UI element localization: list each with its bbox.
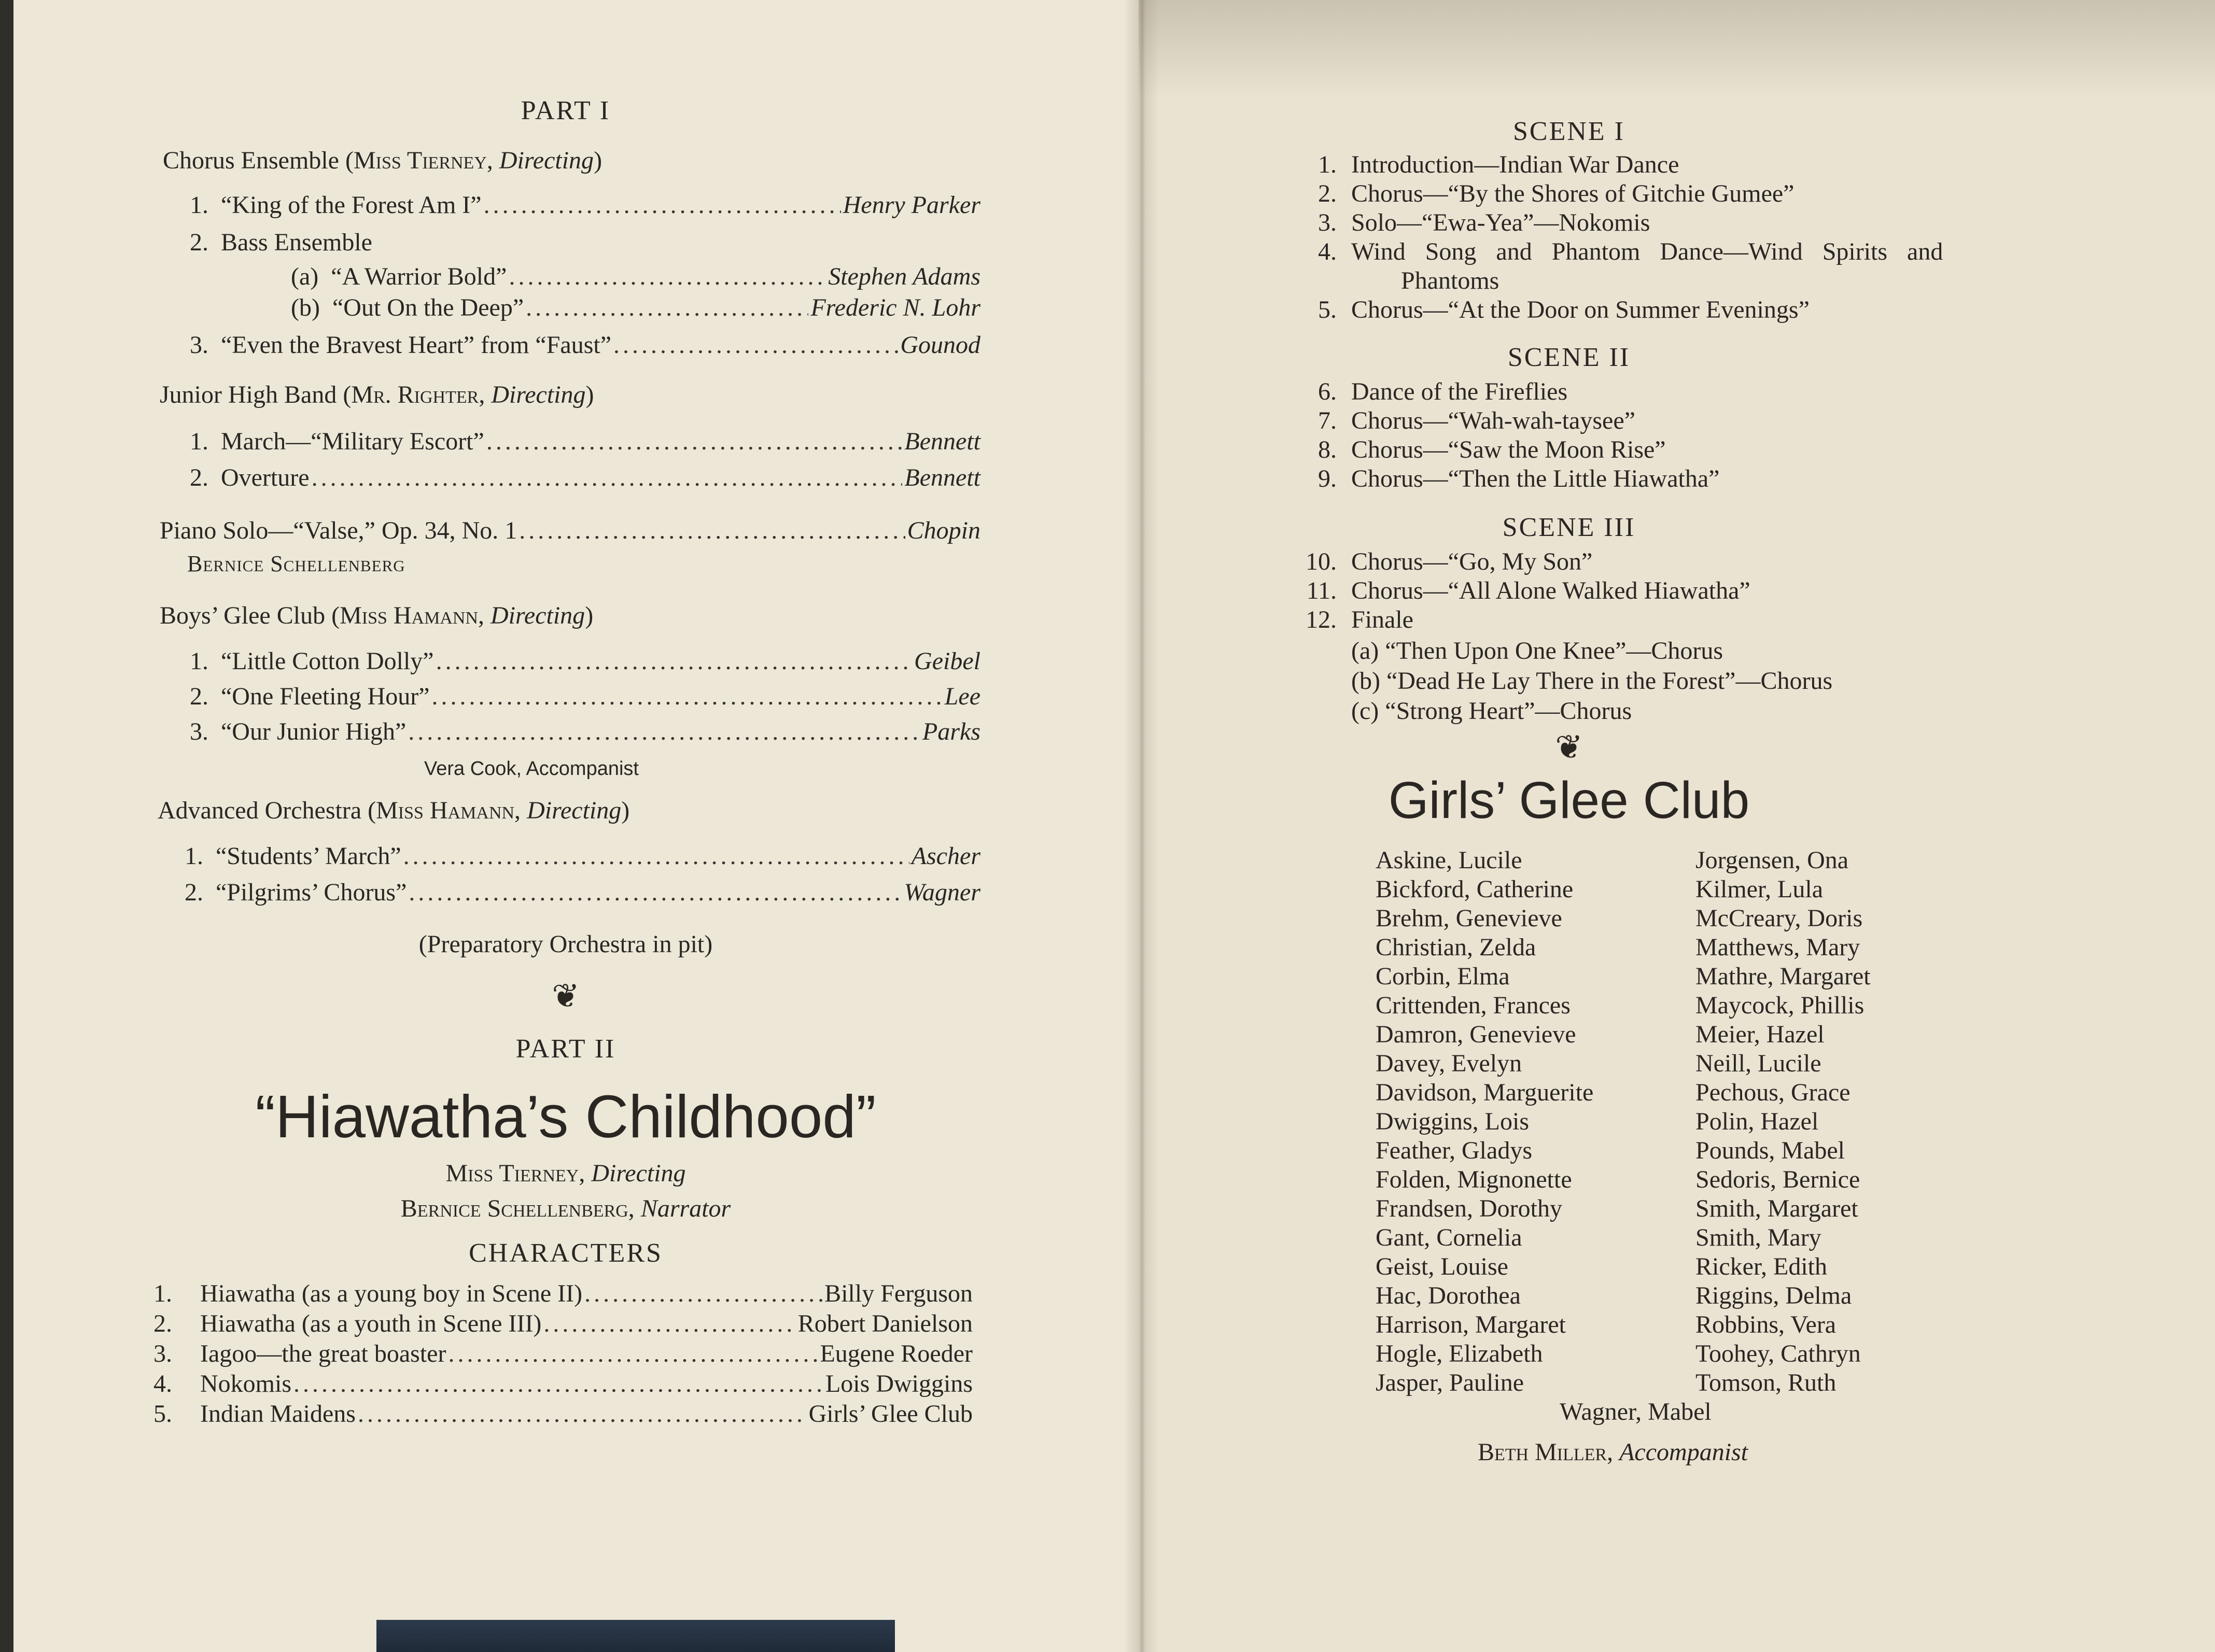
program-subitem <box>291 295 980 320</box>
director-name: Miss Hamann, <box>340 602 484 629</box>
member-name: Damron, Genevieve <box>1376 1021 1576 1048</box>
member-name: Neill, Lucile <box>1695 1050 1821 1077</box>
item-title: “Even the Bravest Heart” from “Faust” <box>221 331 612 359</box>
fleuron-ornament: ❦ <box>552 977 580 1015</box>
finale-part: (a) “Then Upon One Knee”—Chorus <box>1351 637 1723 665</box>
piano-solo-item <box>160 518 980 543</box>
item-text: Dance of the Fireflies <box>1351 378 1568 405</box>
member-name: Wagner, Mabel <box>1560 1398 1712 1425</box>
member-name: Jasper, Pauline <box>1376 1369 1524 1396</box>
composer: Stephen Adams <box>828 263 980 290</box>
item-text: Chorus—“Then the Little Hiawatha” <box>1351 465 1720 492</box>
binding-cloth <box>376 1620 895 1652</box>
item-text: Chorus—“At the Door on Summer Evenings” <box>1351 296 1810 323</box>
member-name: Riggins, Delma <box>1695 1282 1852 1309</box>
member-name: Kilmer, Lula <box>1695 876 1823 903</box>
composer: Wagner <box>904 879 980 906</box>
member-name: Gant, Cornelia <box>1376 1224 1522 1251</box>
item-text: Introduction—Indian War Dance <box>1351 151 1679 178</box>
item-number: 3. <box>190 718 208 745</box>
leader-dots <box>409 880 902 905</box>
item-number: 2. <box>1318 180 1337 207</box>
character-row <box>153 1311 973 1336</box>
member-name: Sedoris, Bernice <box>1695 1166 1860 1193</box>
finale-part: (b) “Dead He Lay There in the Forest”—Chorus <box>1351 667 1833 695</box>
item-title: “One Fleeting Hour” <box>221 683 430 710</box>
item-title: “Out On the Deep” <box>332 294 524 321</box>
girls-glee-heading: Girls’ Glee Club <box>1388 771 1750 829</box>
part1-heading: PART I <box>521 96 611 125</box>
cantata-director <box>13 1161 1118 1186</box>
leader-dots <box>408 719 920 744</box>
composer: Chopin <box>907 517 980 544</box>
member-name: McCreary, Doris <box>1695 905 1863 932</box>
item-number: 7. <box>1318 407 1337 434</box>
cantata-title: “Hiawatha’s Childhood” <box>255 1083 876 1150</box>
director-name: Miss Tierney, <box>353 147 493 174</box>
scene-item <box>1274 549 1592 574</box>
character-role: Indian Maidens <box>200 1400 356 1428</box>
member-name: Robbins, Vera <box>1695 1311 1837 1338</box>
member-name: Brehm, Genevieve <box>1376 905 1562 932</box>
character-role: Nokomis <box>200 1370 292 1397</box>
member-name: Askine, Lucile <box>1376 846 1522 874</box>
character-row <box>153 1372 973 1396</box>
item-title: Piano Solo—“Valse,” Op. 34, No. 1 <box>160 517 517 544</box>
pit-orchestra-note: (Preparatory Orchestra in pit) <box>418 930 713 958</box>
cantata-narrator <box>13 1196 1118 1221</box>
composer: Bennett <box>904 464 980 491</box>
chorus-ensemble-heading <box>163 148 602 173</box>
member-name: Toohey, Cathryn <box>1695 1340 1861 1367</box>
directing-label: Directing <box>591 1160 686 1187</box>
composer: Parks <box>922 718 980 745</box>
leader-dots <box>432 684 943 709</box>
member-name: Christian, Zelda <box>1376 934 1536 961</box>
program-item <box>190 465 980 490</box>
member-name: Smith, Mary <box>1695 1224 1821 1251</box>
leader-dots <box>358 1402 807 1427</box>
item-text: Chorus—“Wah-wah-taysee” <box>1351 407 1635 434</box>
item-number: 5. <box>1318 296 1337 323</box>
section-title: Advanced Orchestra ( <box>158 797 376 824</box>
item-number: 3. <box>190 331 208 359</box>
item-number: (b) <box>291 294 320 321</box>
scene1-heading: SCENE I <box>1513 117 1625 146</box>
piano-soloist: Bernice Schellenberg <box>187 551 405 576</box>
leader-dots <box>484 193 841 218</box>
member-name: Pounds, Mabel <box>1695 1137 1845 1164</box>
part2-heading: PART II <box>515 1034 616 1064</box>
member-name: Maycock, Phillis <box>1695 992 1864 1019</box>
director-name: Mr. Righter, <box>351 381 485 408</box>
item-number: 1. <box>1318 151 1337 178</box>
leader-dots <box>486 429 903 454</box>
item-text: Chorus—“Go, My Son” <box>1351 548 1593 575</box>
page-stain <box>1139 0 2215 98</box>
section-title: Junior High Band ( <box>160 381 352 408</box>
item-number: 8. <box>1318 436 1337 463</box>
member-name: Feather, Gladys <box>1376 1137 1532 1164</box>
member-name: Meier, Hazel <box>1695 1021 1825 1048</box>
item-number: 1. <box>185 842 203 870</box>
item-number: 3. <box>153 1340 172 1367</box>
scene-item <box>1274 408 1635 433</box>
item-number: 1. <box>190 191 208 219</box>
narrator-label: Narrator <box>640 1195 731 1222</box>
scene-item <box>1274 181 1794 206</box>
actor: Girls’ Glee Club <box>808 1400 973 1428</box>
program-item <box>190 719 980 744</box>
leader-dots <box>584 1281 822 1306</box>
item-title: “Pilgrims’ Chorus” <box>216 879 407 906</box>
member-name: Smith, Margaret <box>1695 1195 1858 1222</box>
item-text: Phantoms <box>1401 267 1499 294</box>
composer: Bennett <box>904 428 980 455</box>
item-number: 1. <box>153 1280 172 1307</box>
boys-glee-heading <box>160 603 593 628</box>
actor: Lois Dwiggins <box>825 1370 973 1397</box>
item-number: 2. <box>153 1310 172 1337</box>
member-name: Tomson, Ruth <box>1695 1369 1837 1396</box>
item-number: 12. <box>1306 606 1337 633</box>
item-text: Solo—“Ewa-Yea”—Nokomis <box>1351 209 1650 236</box>
item-number: (a) <box>291 263 319 290</box>
composer: Frederic N. Lohr <box>810 294 980 321</box>
item-title: “Little Cotton Dolly” <box>221 647 434 675</box>
composer: Gounod <box>900 331 980 359</box>
directing-label: Directing <box>491 381 586 408</box>
program-subitem <box>291 264 980 289</box>
item-number: 6. <box>1318 378 1337 405</box>
member-name: Crittenden, Frances <box>1376 992 1571 1019</box>
actor: Eugene Roeder <box>820 1340 973 1367</box>
leader-dots <box>312 465 903 490</box>
scene-item <box>1274 608 1413 632</box>
composer: Ascher <box>911 842 980 870</box>
member-name: Corbin, Elma <box>1376 963 1510 990</box>
program-item <box>190 429 980 454</box>
item-number: 5. <box>153 1400 172 1428</box>
scene-item <box>1274 437 1666 462</box>
director-name: Miss Hamann, <box>376 797 521 824</box>
member-name: Frandsen, Dorothy <box>1376 1195 1562 1222</box>
scene-item <box>1274 210 1650 235</box>
item-title: Overture <box>221 464 310 491</box>
directing-label: Directing <box>490 602 585 629</box>
background-edge <box>0 0 13 1652</box>
actor: Robert Danielson <box>797 1310 973 1337</box>
directing-label: Directing <box>527 797 622 824</box>
character-role: Hiawatha (as a youth in Scene III) <box>200 1310 542 1337</box>
right-page <box>1139 0 2215 1652</box>
member-name: Mathre, Margaret <box>1695 963 1871 990</box>
character-row <box>153 1281 973 1306</box>
scene-item <box>1274 578 1750 603</box>
scene-item <box>1274 379 1567 404</box>
member-name: Davidson, Marguerite <box>1376 1079 1594 1106</box>
item-title: “A Warrior Bold” <box>331 263 507 290</box>
item-text: Chorus—“Saw the Moon Rise” <box>1351 436 1666 463</box>
composer: Henry Parker <box>843 191 980 219</box>
item-text: Chorus—“By the Shores of Gitchie Gumee” <box>1351 180 1795 207</box>
boys-glee-accompanist: Vera Cook, Accompanist <box>424 758 639 780</box>
leader-dots <box>613 333 898 358</box>
accompanist-name: Beth Miller, <box>1478 1438 1614 1466</box>
book-gutter <box>1123 0 1159 1652</box>
item-number: 1. <box>190 428 208 455</box>
leader-dots <box>293 1372 823 1396</box>
item-title: “Students’ March” <box>216 842 401 870</box>
program-item <box>190 193 980 218</box>
item-number: 9. <box>1318 465 1337 492</box>
item-title: March—“Military Escort” <box>221 428 484 455</box>
item-title: Bass Ensemble <box>221 229 372 256</box>
paren-close: ) <box>621 797 630 824</box>
member-name: Polin, Hazel <box>1695 1108 1819 1135</box>
item-number: 2. <box>190 464 208 491</box>
member-name: Davey, Evelyn <box>1376 1050 1522 1077</box>
scene-item <box>1274 239 1943 264</box>
item-number: 4. <box>1318 238 1337 265</box>
item-number: 11. <box>1306 577 1337 604</box>
member-name: Folden, Mignonette <box>1376 1166 1572 1193</box>
item-number: 2. <box>190 229 208 256</box>
scene-item <box>1274 152 1679 177</box>
program-item <box>190 649 980 674</box>
composer: Geibel <box>914 647 980 675</box>
scene2-heading: SCENE II <box>1507 343 1631 372</box>
character-role: Iagoo—the great boaster <box>200 1340 446 1367</box>
member-name: Bickford, Catherine <box>1376 876 1574 903</box>
member-name: Dwiggins, Lois <box>1376 1108 1530 1135</box>
member-name: Matthews, Mary <box>1695 934 1860 961</box>
program-item <box>190 230 372 255</box>
paren-close: ) <box>585 602 594 629</box>
scene-item <box>1274 269 1499 293</box>
leader-dots <box>403 844 909 869</box>
leader-dots <box>436 649 912 674</box>
orchestra-heading <box>158 798 629 823</box>
character-row <box>153 1342 973 1366</box>
left-page <box>13 0 1139 1652</box>
scene-item <box>1274 467 1719 491</box>
director-name: Miss Tierney, <box>445 1160 585 1187</box>
program-item <box>185 844 980 869</box>
member-name: Hogle, Elizabeth <box>1376 1340 1543 1367</box>
scene3-heading: SCENE III <box>1502 513 1636 542</box>
program-item <box>190 333 980 358</box>
item-number: 4. <box>153 1370 172 1397</box>
leader-dots <box>448 1342 818 1366</box>
member-name: Pechous, Grace <box>1695 1079 1850 1106</box>
section-title: Boys’ Glee Club ( <box>160 602 340 629</box>
item-number: 3. <box>1318 209 1337 236</box>
paren-close: ) <box>594 147 602 174</box>
character-role: Hiawatha (as a young boy in Scene II) <box>200 1280 583 1307</box>
item-title: “King of the Forest Am I” <box>221 191 482 219</box>
item-number: 2. <box>190 683 208 710</box>
paren-close: ) <box>585 381 594 408</box>
glee-accompanist <box>1478 1440 1748 1465</box>
leader-dots <box>519 518 905 543</box>
member-name: Jorgensen, Ona <box>1695 846 1849 874</box>
junior-band-heading <box>160 383 594 407</box>
item-number: 1. <box>190 647 208 675</box>
item-text: Chorus—“All Alone Walked Hiawatha” <box>1351 577 1750 604</box>
member-name: Hac, Dorothea <box>1376 1282 1521 1309</box>
program-item <box>185 880 980 905</box>
directing-label: Directing <box>499 147 594 174</box>
item-text: Wind Song and Phantom Dance—Wind Spirits and <box>1351 238 1943 265</box>
scene-item <box>1274 298 1810 322</box>
member-name: Harrison, Margaret <box>1376 1311 1566 1338</box>
narrator-name: Bernice Schellenberg, <box>400 1195 635 1222</box>
accompanist-label: Accompanist <box>1619 1438 1748 1466</box>
composer: Lee <box>944 683 980 710</box>
item-text: Finale <box>1351 606 1413 633</box>
item-title: “Our Junior High” <box>221 718 406 745</box>
characters-heading: CHARACTERS <box>469 1238 663 1268</box>
section-title: Chorus Ensemble ( <box>163 147 354 174</box>
finale-part: (c) “Strong Heart”—Chorus <box>1351 697 1632 725</box>
character-row <box>153 1402 973 1427</box>
leader-dots <box>526 295 808 320</box>
member-name: Geist, Louise <box>1376 1253 1508 1280</box>
leader-dots <box>509 264 826 289</box>
item-number: 10. <box>1306 548 1337 575</box>
item-number: 2. <box>185 879 203 906</box>
actor: Billy Ferguson <box>824 1280 973 1307</box>
member-name: Ricker, Edith <box>1695 1253 1828 1280</box>
fleuron-ornament: ❦ <box>1555 728 1583 767</box>
leader-dots <box>543 1311 795 1336</box>
program-item <box>190 684 980 709</box>
